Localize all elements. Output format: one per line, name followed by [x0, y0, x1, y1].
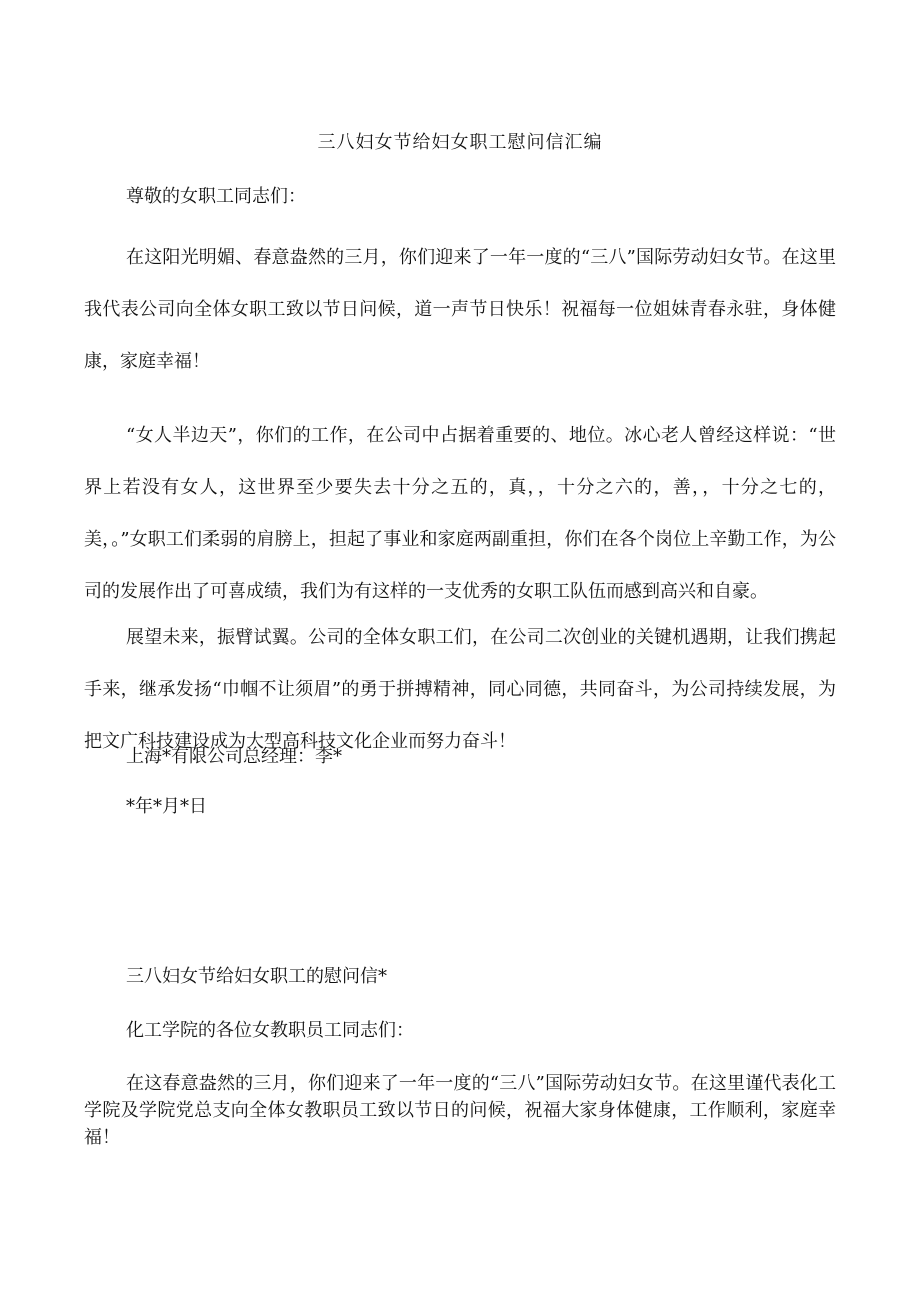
paragraph-1: 在这阳光明媚、春意盎然的三月，你们迎来了一年一度的“三八”国际劳动妇女节。在这里我代表公司向全体女职工致以节日问候，道一声节日快乐！祝福每一位姐妹青春永驻，身体健康，家庭幸福！	[84, 247, 836, 372]
paragraph-2: “女人半边天”，你们的工作，在公司中占据着重要的、地位。冰心老人曾经这样说：“世界上若没有女人，这世界至少要失去十分之五的，真，，十分之六的，善，，十分之七的，美，。”女职工们柔弱的肩膀上，担起了事业和家庭两副重担，你们在各个岗位上辛勤工作，为公司的发展作出了可喜成绩，我们为有这样的一支优秀的女职工队伍而感到高兴和自豪。	[84, 425, 836, 602]
salutation: 尊敬的女职工同志们：	[126, 186, 306, 207]
second-salutation: 化工学院的各位女教职员工同志们：	[126, 1020, 414, 1041]
document-title: 三八妇女节给妇女职工慰问信汇编	[317, 132, 603, 153]
date-line: *年*月*日	[126, 796, 207, 817]
paragraph-3: 展望未来，振臂试翼。公司的全体女职工们，在公司二次创业的关键机遇期，让我们携起手来，继承发扬“巾帼不让须眉”的勇于拼搏精神，同心同德，共同奋斗，为公司持续发展，为把文广科技建设成为大型高科技文化企业而努力奋斗！	[84, 627, 836, 752]
second-letter-title: 三八妇女节给妇女职工的慰问信*	[126, 966, 387, 987]
second-paragraph: 在这春意盎然的三月，你们迎来了一年一度的“三八”国际劳动妇女节。在这里谨代表化工学院及学院党总支向全体女教职员工致以节日的问候，祝福大家身体健康，工作顺利，家庭幸福！	[84, 1073, 836, 1148]
signature-line: 上海*有限公司总经理：李*	[126, 746, 342, 767]
